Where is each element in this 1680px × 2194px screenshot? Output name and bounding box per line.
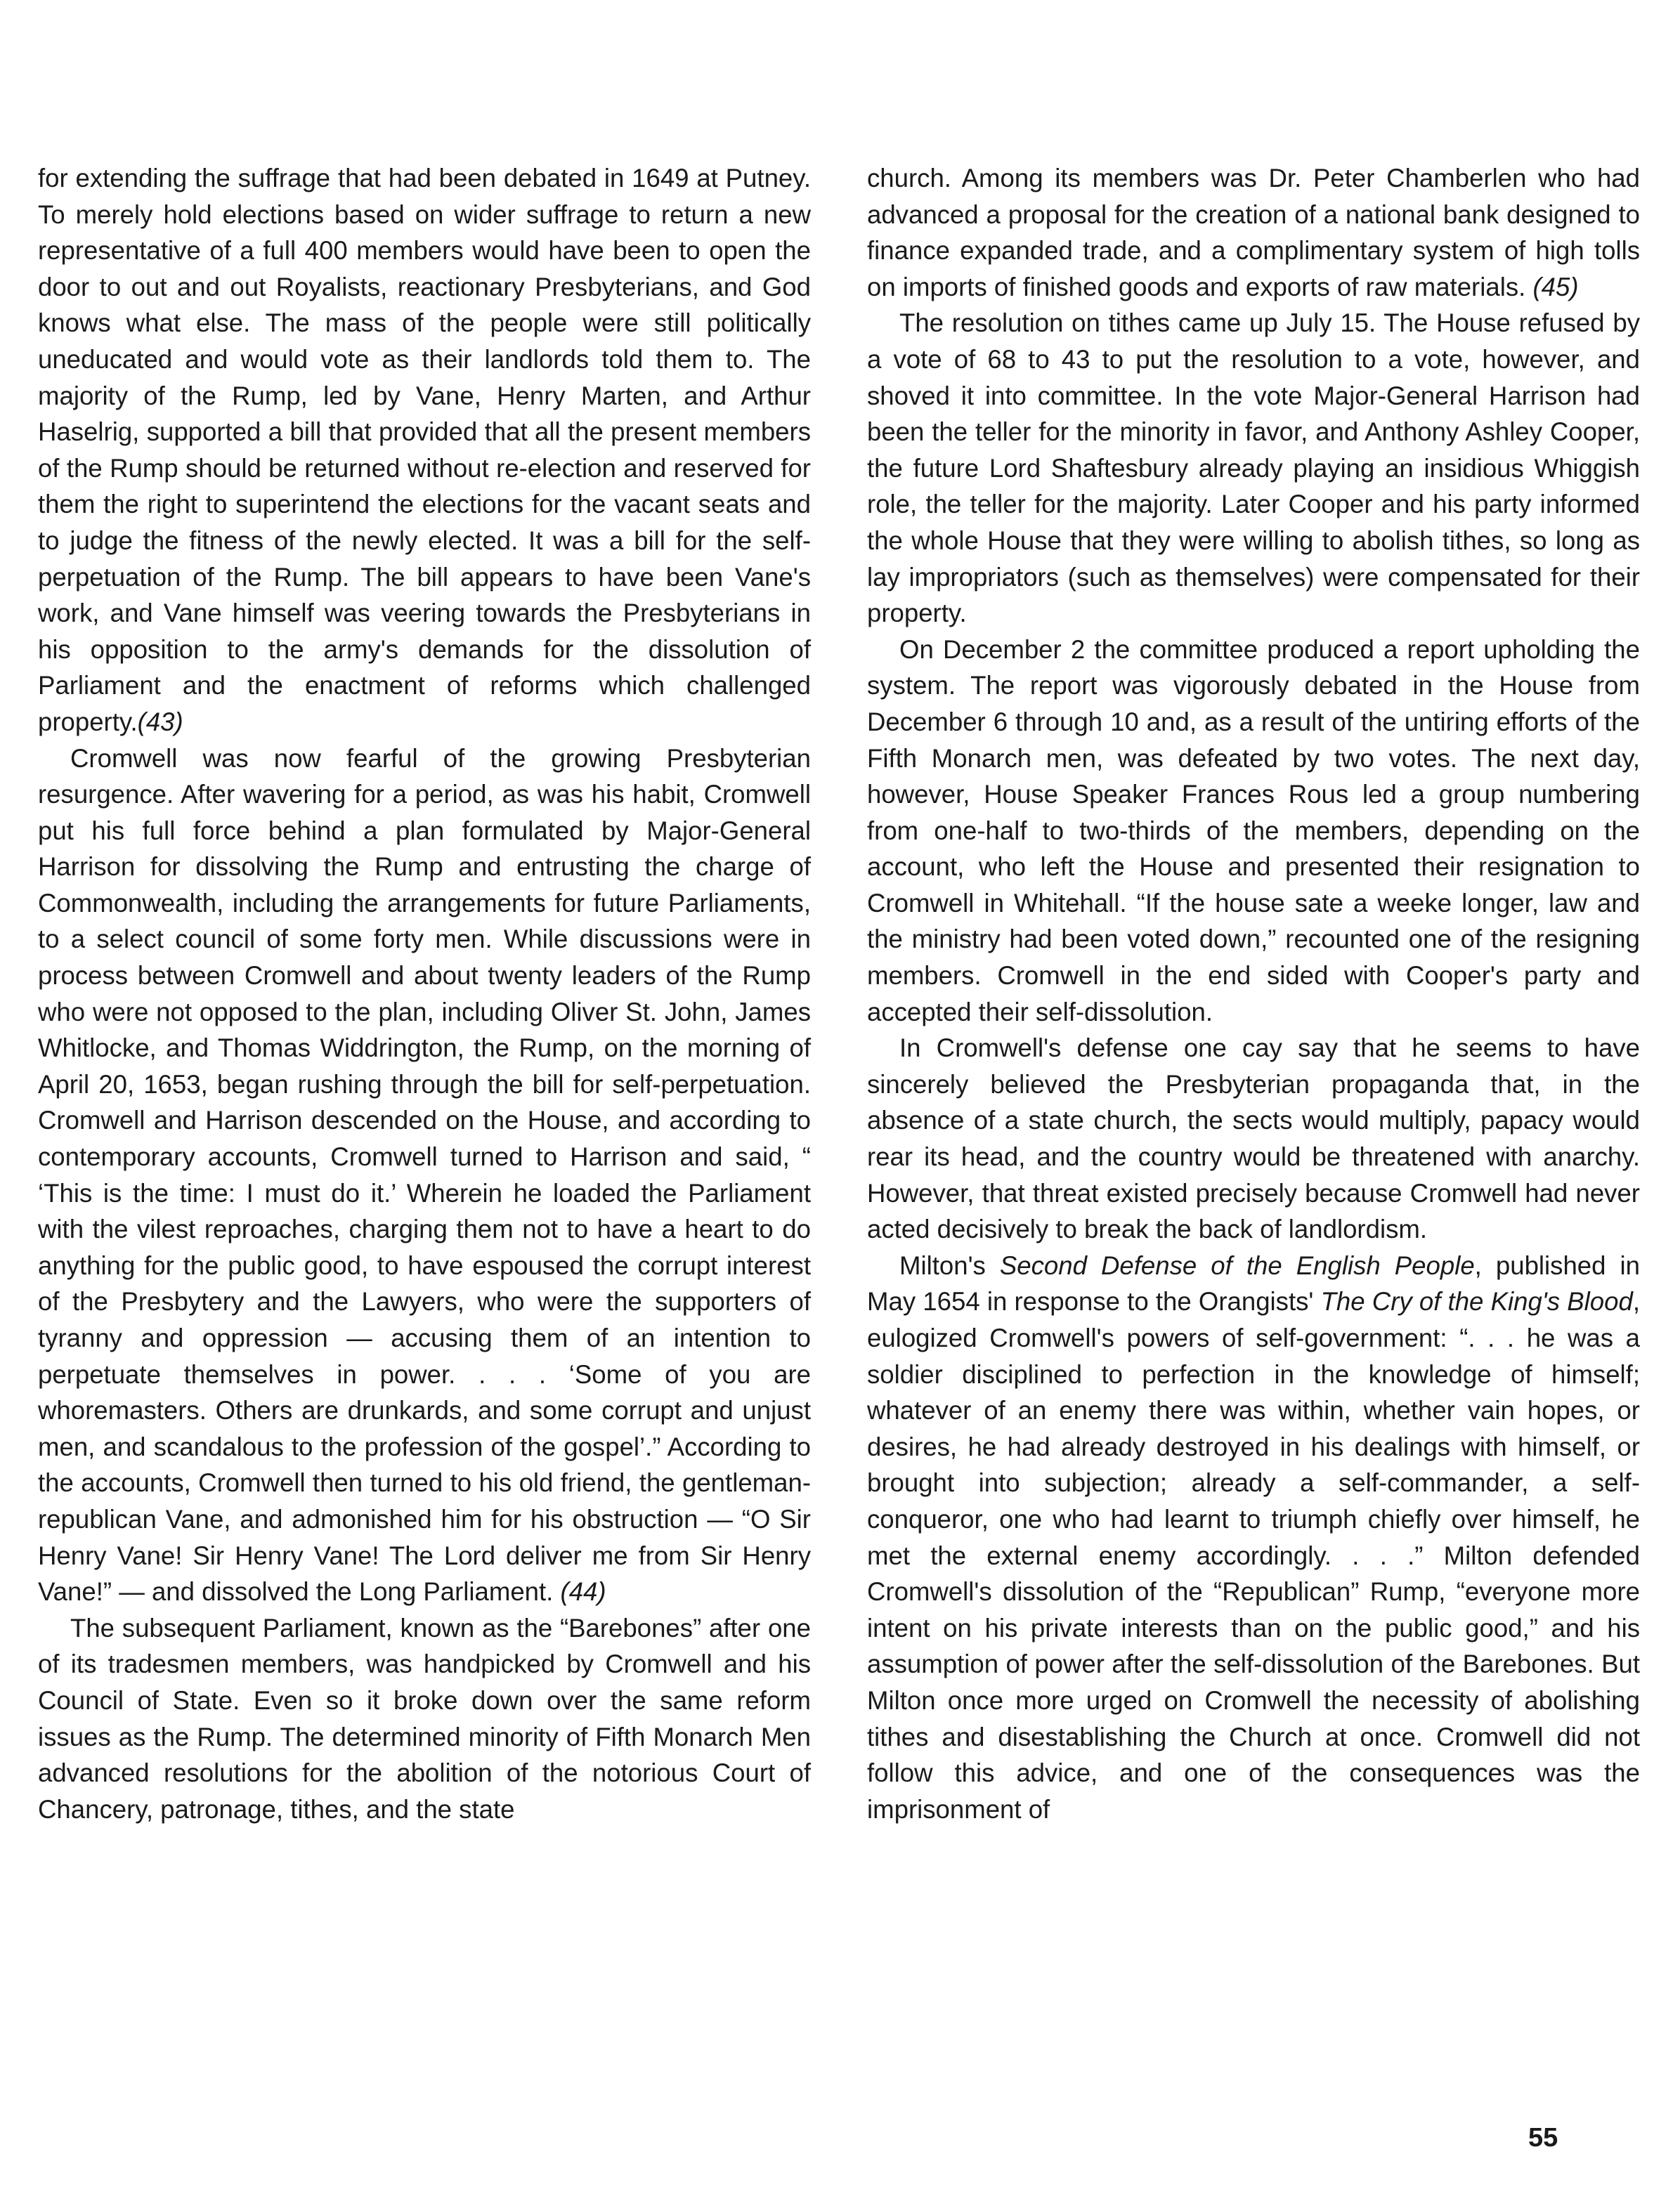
footnote-ref: (43) <box>137 707 183 736</box>
paragraph: The resolution on tithes came up July 15. The House refused by a vote of 68 to 43 to put the resolution to a vote, however, and shoved it into committee. In the vote Major-General Harrison had been the teller for the minority in favor, and Anthony Ashley Cooper, the future Lord Shaftesbury already playing an insidious Whiggish role, the teller for the majority. Later Cooper and his party informed the whole House that they were willing to abolish tithes, so long as lay impropriators (such as themselves) were compensated for their property. <box>867 308 1640 628</box>
right-column <box>867 160 1640 1827</box>
paragraph: Milton's Second Defense of the English People, published in May 1654 in response to the Orangists' The Cry of the King's Blood, eulogized Cromwell's powers of self-government: “. . . he was a soldier disciplined to perfection in the knowledge of himself; whatever of an enemy there was within, whether vain hopes, or desires, he had already destroyed in his dealings with himself, or brought into subjection; already a self-commander, a self-conqueror, one who had learnt to triumph chiefly over himself, he met the external enemy accordingly. . . .” Milton defended Cromwell's dissolution of the “Republican” Rump, “everyone more intent on his private interests than on the public good,” and his assumption of power after the self-dissolution of the Barebones. But Milton once more urged on Cromwell the necessity of abolishing tithes and disestablishing the Church at once. Cromwell did not follow this advice, and one of the consequences was the imprisonment of <box>867 1251 1640 1824</box>
paragraph: for extending the suffrage that had been debated in 1649 at Putney. To merely hold elections based on wider suffrage to return a new representative of a full 400 members would have been to open the door to out and out Royalists, reactionary Presbyterians, and God knows what else. The mass of the people were still politically uneducated and would vote as their landlords told them to. The majority of the Rump, led by Vane, Henry Marten, and Arthur Haselrig, supported a bill that provided that all the present members of the Rump should be returned without re-election and reserved for them the right to superintend the elections for the vacant seats and to judge the fitness of the newly elected. It was a bill for the self-perpetuation of the Rump. The bill appears to have been Vane's work, and Vane himself was veering towards the Presbyterians in his opposition to the army's demands for the dissolution of Parliament and the enactment of reforms which challenged property.(43) <box>38 164 811 736</box>
paragraph: On December 2 the committee produced a report upholding the system. The report was vigorously debated in the House from December 6 through 10 and, as a result of the untiring efforts of the Fifth Monarch men, was defeated by two votes. The next day, however, House Speaker Frances Rous led a group numbering from one-half to two-thirds of the members, depending on the account, who left the House and presented their resignation to Cromwell in Whitehall. “If the house sate a weeke longer, law and the ministry had been voted down,” recounted one of the resigning members. Cromwell in the end sided with Cooper's party and accepted their self-dissolution. <box>867 634 1640 1026</box>
footnote-ref: (45) <box>1532 272 1579 301</box>
footnote-ref: (44) <box>560 1577 606 1607</box>
page-number: 55 <box>1528 2123 1558 2153</box>
book-title: Second Defense of the English People <box>999 1251 1475 1280</box>
book-title: The Cry of the King's Blood <box>1320 1287 1633 1317</box>
paragraph: Cromwell was now fearful of the growing Presbyterian resurgence. After wavering for a period, as was his habit, Cromwell put his full force behind a plan formulated by Major-General Harrison for dissolving the Rump and entrusting the charge of Commonwealth, including the arrangements for future Parliaments, to a select council of some forty men. While discussions were in process between Cromwell and about twenty leaders of the Rump who were not opposed to the plan, including Oliver St. John, James Whitlocke, and Thomas Widdrington, the Rump, on the morning of April 20, 1653, began rushing through the bill for self-perpetuation. Cromwell and Harrison descended on the House, and according to contemporary accounts, Cromwell turned to Harrison and said, “ ‘This is the time: I must do it.’ Wherein he loaded the Parliament with the vilest reproaches, charging them not to have a heart to do anything for the public good, to have espoused the corrupt interest of the Presbytery and the Lawyers, who were the supporters of tyranny and oppression — accusing them of an intention to perpetuate themselves in power. . . . ‘Some of you are whoremasters. Others are drunkards, and some corrupt and unjust men, and scandalous to the profession of the gospel’.” According to the accounts, Cromwell then turned to his old friend, the gentleman-republican Vane, and admonished him for his obstruction — “O Sir Henry Vane! Sir Henry Vane! The Lord deliver me from Sir Henry Vane!” — and dissolved the Long Parliament. (44) <box>38 743 811 1607</box>
paragraph: The subsequent Parliament, known as the “Barebones” after one of its tradesmen members, was handpicked by Cromwell and his Council of State. Even so it broke down over the same reform issues as the Rump. The determined minority of Fifth Monarch Men advanced resolutions for the abolition of the notorious Court of Chancery, patronage, tithes, and the state <box>38 1613 811 1824</box>
paragraph: In Cromwell's defense one cay say that he seems to have sincerely believed the Presbyterian propaganda that, in the absence of a state church, the sects would multiply, papacy would rear its head, and the country would be threatened with anarchy. However, that threat existed precisely because Cromwell had never acted decisively to break the back of landlordism. <box>867 1033 1640 1244</box>
left-column <box>38 160 811 1827</box>
paragraph: church. Among its members was Dr. Peter Chamberlen who had advanced a proposal for the creation of a national bank designed to finance expanded trade, and a complimentary system of high tolls on imports of finished goods and exports of raw materials. (45) <box>867 164 1640 301</box>
